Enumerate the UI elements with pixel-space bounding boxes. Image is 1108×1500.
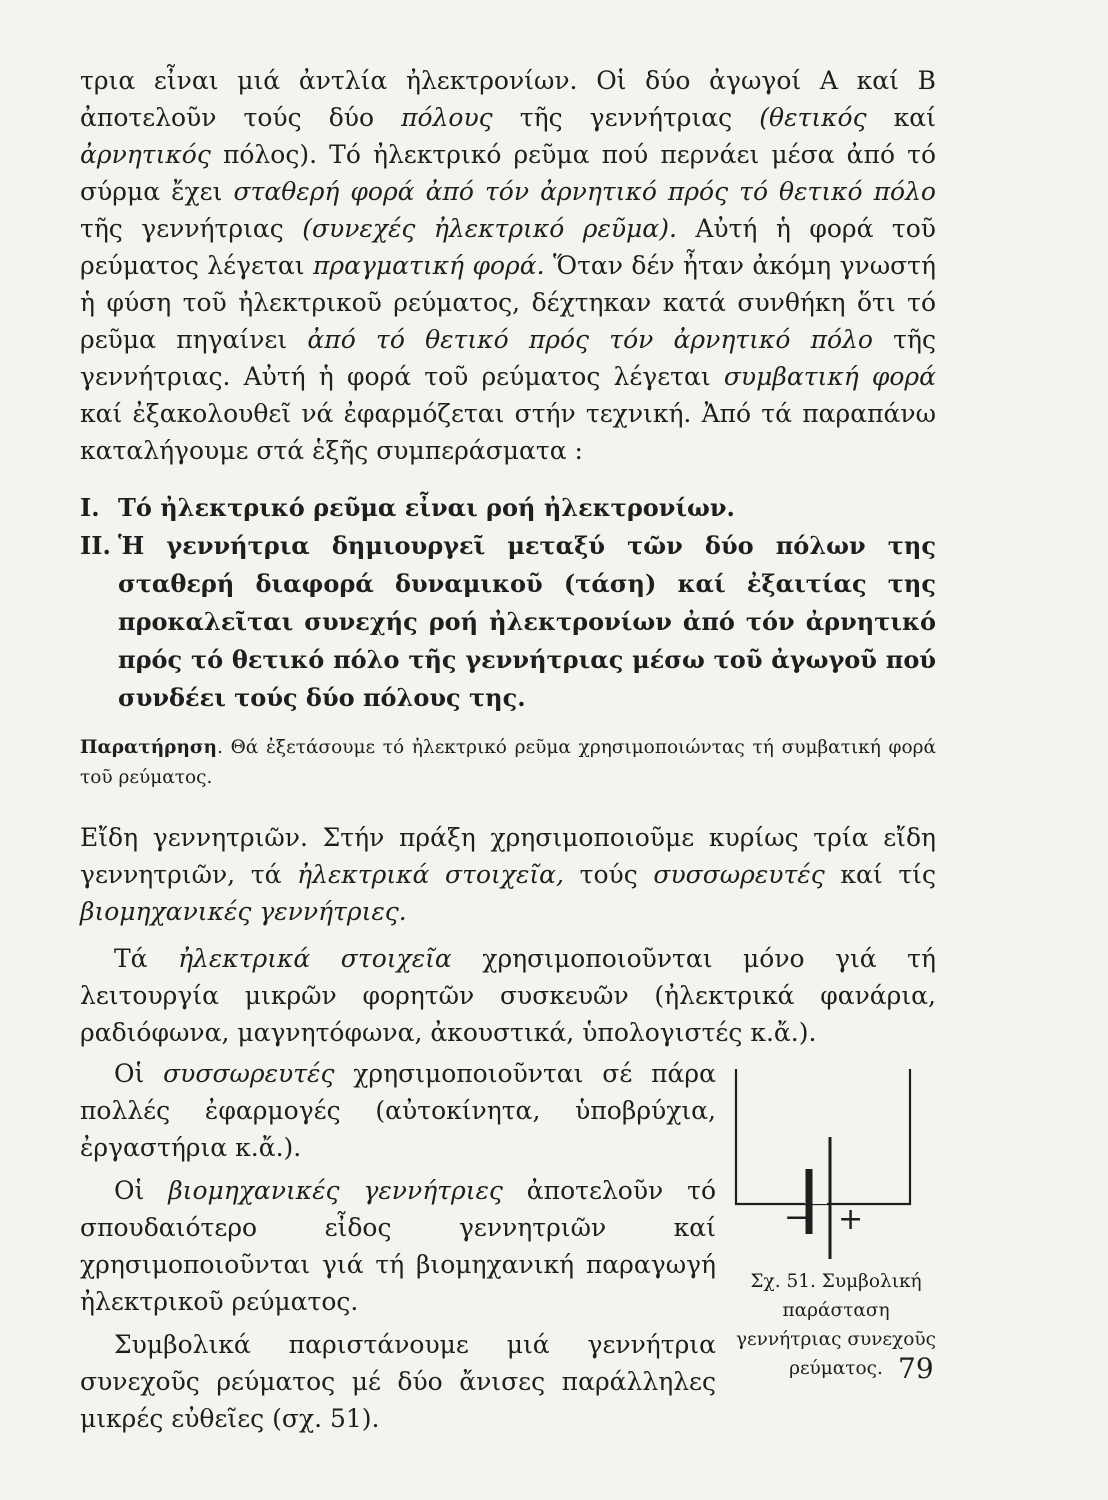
text-span: Στήν πράξη χρησιμοποιοῦμε κυρίως τρία εἴδη γεννητριῶν, τά — [80, 823, 936, 889]
conclusion-text: Ἡ γεννήτρια δημιουργεῖ μεταξύ τῶν δύο πόλων της σταθερή διαφορά δυναμικοῦ (τάση) καί ἐξαιτίας της προκαλεῖται συνεχής ροή ἠλεκτρονίων ἀπό τόν ἀρνητικό πρός τό θετικό πόλο τῆς γεννήτριας μέσω τοῦ ἀγωγοῦ πού συνδέει τούς δύο πόλους της. — [118, 531, 936, 712]
text-span: ἀποτελοῦν τό σπουδαιότερο εἶδος γεννητριῶν καί χρησιμοποιοῦνται γιά τή βιομηχανική παραγωγή ἠλεκτρικοῦ ρεύματος. — [80, 1176, 716, 1316]
paragraph-accumulators — [80, 1055, 716, 1166]
italic-span: συσσωρευτές — [653, 860, 825, 889]
note-label: Παρατήρηση — [80, 737, 217, 758]
italic-span: βιομηχανικές γεννήτριες. — [80, 897, 407, 926]
conclusion-number: II. — [80, 531, 111, 560]
paragraph-generator-types — [80, 819, 936, 930]
note-paragraph — [80, 733, 936, 793]
italic-span: πόλους — [401, 103, 493, 132]
italic-span: συμβατική φορά — [723, 362, 937, 391]
italic-span: ἀρνητικός — [80, 140, 211, 169]
italic-span: ἠλεκτρικά στοιχεῖα, — [297, 860, 564, 889]
text-span: καί ἐξακολουθεῖ νά ἐφαρμόζεται στήν τεχνική. Ἀπό τά παραπάνω καταλήγουμε στά ἑξῆς συμπεράσματα : — [80, 399, 936, 465]
italic-span: πραγματική φορά. — [312, 251, 545, 280]
text-span: τούς — [564, 860, 654, 889]
text-span: χρησιμοποιοῦνται σέ πάρα πολλές ἐφαρμογές (αὐτοκίνητα, ὑποβρύχια, ἐργαστήρια κ.ἄ.). — [80, 1059, 716, 1162]
figure-row — [80, 1055, 936, 1437]
section-heading: Εἴδη γεννητριῶν. — [80, 823, 308, 852]
text-span: τῆς γεννήτριας — [80, 214, 303, 243]
conclusions-list — [80, 489, 936, 717]
italic-span: ἀπό τό θετικό πρός τόν ἀρνητικό πόλο — [307, 325, 873, 354]
conclusion-item — [80, 489, 936, 527]
figure-label: Σχ. 51. — [750, 1271, 816, 1292]
page-number: 79 — [898, 1352, 934, 1385]
text-span: καί τίς — [824, 860, 936, 889]
text-span: Ὅταν δέν ἦταν ἀκόμη γνωστή ἡ φύση τοῦ ἠλεκτρικοῦ ρεύματος, δέχτηκαν κατά συνθήκη ὅτι τό ρεῦμα πηγαίνει — [80, 251, 936, 354]
paragraph-generator-poles — [80, 62, 936, 469]
figure-caption-text: Συμβολική παράσταση γεννήτριας συνεχοῦς ρεύματος. — [736, 1271, 936, 1379]
conclusion-item — [80, 527, 936, 717]
minus-sign: − — [784, 1200, 810, 1235]
left-column — [80, 1055, 716, 1437]
conclusion-text: Τό ἠλεκτρικό ρεῦμα εἶναι ροή ἠλεκτρονίων. — [118, 493, 735, 522]
italic-span: σταθερή φορά ἀπό τόν ἀρνητικό πρός τό θετικό πόλο — [233, 177, 936, 206]
text-span: καί — [866, 103, 936, 132]
text-span: Αὐτή ἡ φορά τοῦ ρεύματος λέγεται — [80, 214, 936, 280]
paragraph-symbolic: Συμβολικά παριστάνουμε μιά γεννήτρια συνεχοῦς ρεύματος μέ δύο ἄνισες παράλληλες μικρές εὐθεῖες (σχ. 51). — [80, 1330, 716, 1433]
italic-span: (θετικός — [759, 103, 867, 132]
text-span: Τά — [114, 944, 179, 973]
text-span: τῆς γεννήτριας. Αὐτή ἡ φορά τοῦ ρεύματος λέγεται — [80, 325, 936, 391]
italic-span: (συνεχές ἠλεκτρικό ρεῦμα). — [302, 214, 677, 243]
italic-span: ἠλεκτρικά στοιχεῖα — [178, 944, 452, 973]
text-span: τρια εἶναι μιά ἀντλία ἠλεκτρονίων. Οἱ δύο ἀγωγοί Α καί Β ἀποτελοῦν τούς δύο — [80, 66, 936, 132]
plus-sign: + — [838, 1202, 864, 1237]
text-span: τῆς γεννήτριας — [492, 103, 760, 132]
italic-span: βιομηχανικές γεννήτριες — [168, 1176, 503, 1205]
note-text: . Θά ἐξετάσουμε τό ἠλεκτρικό ρεῦμα χρησιμοποιώντας τή συμβατική φορά τοῦ ρεύματος. — [80, 737, 936, 788]
text-span: χρησιμοποιοῦνται μόνο γιά τή λειτουργία μικρῶν φορητῶν συσκευῶν (ἠλεκτρικά φανάρια, ραδιόφωνα, μαγνητόφωνα, ἀκουστικά, ὑπολογιστές κ.ἄ.). — [80, 944, 936, 1047]
text-span: Οἱ — [114, 1059, 164, 1088]
italic-span: συσσωρευτές — [163, 1059, 335, 1088]
paragraph-industrial-generators — [80, 1172, 716, 1320]
generator-symbol-diagram — [732, 1069, 932, 1259]
conclusion-number: I. — [80, 493, 100, 522]
text-span: Οἱ — [114, 1176, 169, 1205]
paragraph-electric-cells — [80, 940, 936, 1051]
page-body — [80, 62, 936, 1437]
text-span: πόλος). Τό ἠλεκτρικό ρεῦμα πού περνάει μέσα ἀπό τό σύρμα ἔχει — [80, 140, 936, 206]
